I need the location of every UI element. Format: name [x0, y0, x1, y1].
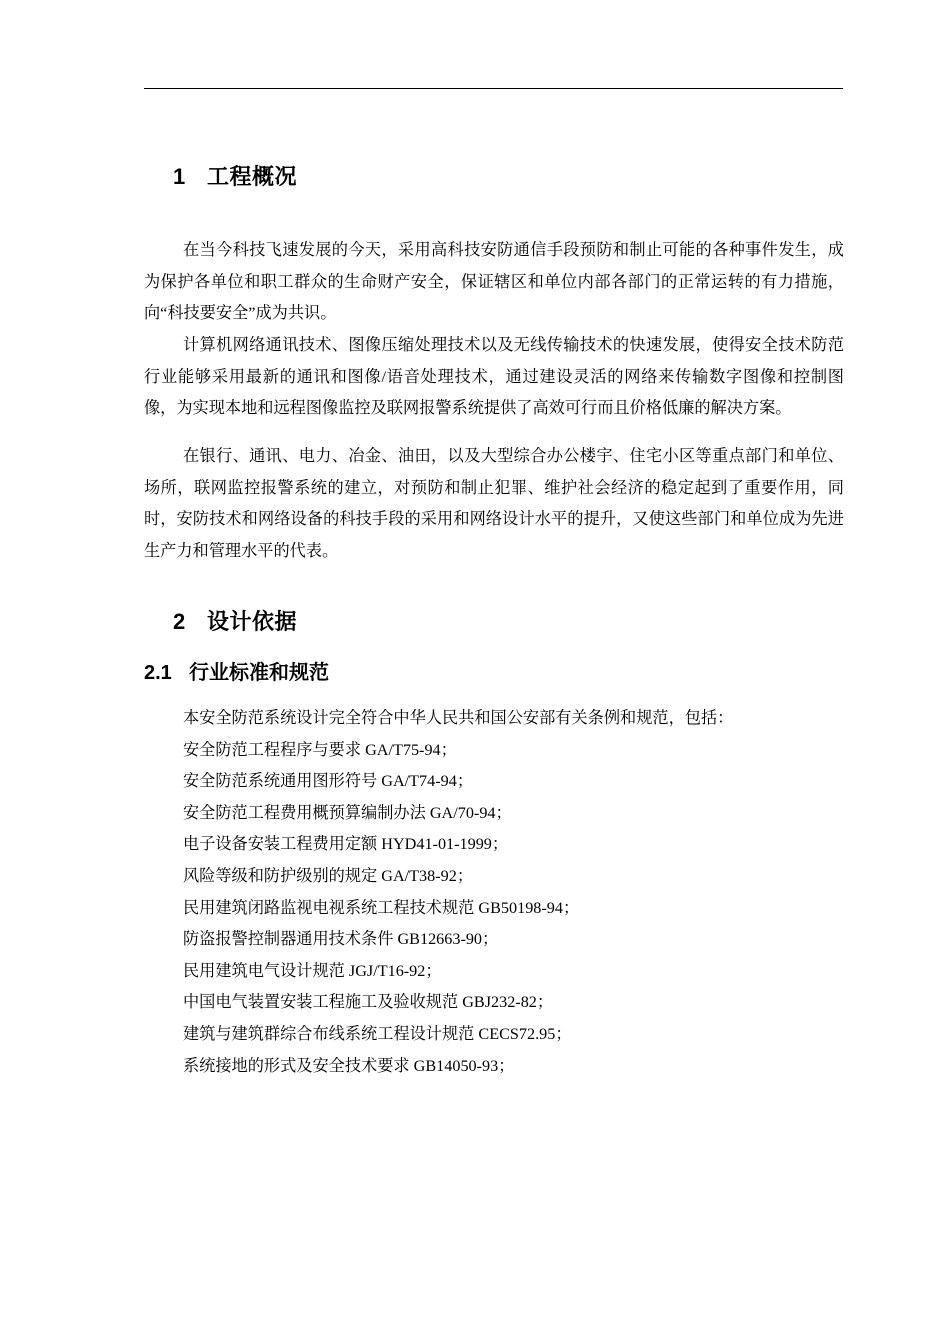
- section-1-number: 1: [173, 164, 186, 189]
- subsection-2-1-title: 行业标准和规范: [189, 662, 329, 684]
- section-1-paragraph-2: 计算机网络通讯技术、图像压缩处理技术以及无线传输技术的快速发展，使得安全技术防范行业能够采用最新的通讯和图像/语音处理技术，通过建设灵活的网络来传输数字图像和控制图像，为实现本地和远程图像监控及联网报警系统提供了高效可行而且价格低廉的解决方案。: [144, 336, 844, 418]
- subsection-2-1-number: 2.1: [144, 662, 172, 684]
- section-2-heading: [173, 605, 297, 636]
- section-1-paragraph-3: 在银行、通讯、电力、冶金、油田，以及大型综合办公楼宇、住宅小区等重点部门和单位、场所，联网监控报警系统的建立，对预防和制止犯罪、维护社会经济的稳定起到了重要作用，同时，安防技术和网络设备的科技手段的采用和网络设计水平的提升，又使这些部门和单位成为先进生产力和管理水平的代表。: [144, 447, 844, 561]
- section-2-title: 设计依据: [207, 609, 298, 634]
- list-item: 本安全防范系统设计完全符合中华人民共和国公安部有关条例和规范，包括：: [183, 709, 734, 727]
- list-item: 民用建筑闭路监视电视系统工程技术规范 GB50198-94；: [183, 898, 580, 917]
- header-rule: [144, 88, 843, 89]
- subsection-2-1-heading: [144, 656, 329, 685]
- list-item: 防盗报警控制器通用技术条件 GB12663-90；: [183, 930, 499, 949]
- section-1-title: 工程概况: [207, 164, 298, 189]
- list-item: 风险等级和防护级别的规定 GA/T38-92；: [183, 866, 474, 885]
- section-2-number: 2: [173, 609, 186, 634]
- list-item: 电子设备安装工程费用定额 HYD41-01-1999；: [183, 835, 509, 854]
- list-item: 安全防范系统通用图形符号 GA/T74-94；: [183, 772, 474, 791]
- section-1-paragraph-1: 在当今科技飞速发展的今天，采用高科技安防通信手段预防和制止可能的各种事件发生，成为保护各单位和职工群众的生命财产安全，保证辖区和单位内部各部门的正常运转的有力措施，向“科技要安全”成为共识。: [144, 241, 844, 323]
- section-1-heading: [173, 160, 297, 191]
- standards-list: [183, 703, 733, 1082]
- list-item: 安全防范工程费用概预算编制办法 GA/70-94；: [183, 803, 512, 822]
- list-item: 安全防范工程程序与要求 GA/T75-94；: [183, 740, 457, 759]
- list-item: 系统接地的形式及安全技术要求 GB14050-93；: [183, 1056, 515, 1075]
- list-item: 中国电气装置安装工程施工及验收规范 GBJ232-82；: [183, 993, 554, 1012]
- list-item: 民用建筑电气设计规范 JGJ/T16-92；: [183, 961, 442, 980]
- list-item: 建筑与建筑群综合布线系统工程设计规范 CECS72.95；: [183, 1024, 572, 1043]
